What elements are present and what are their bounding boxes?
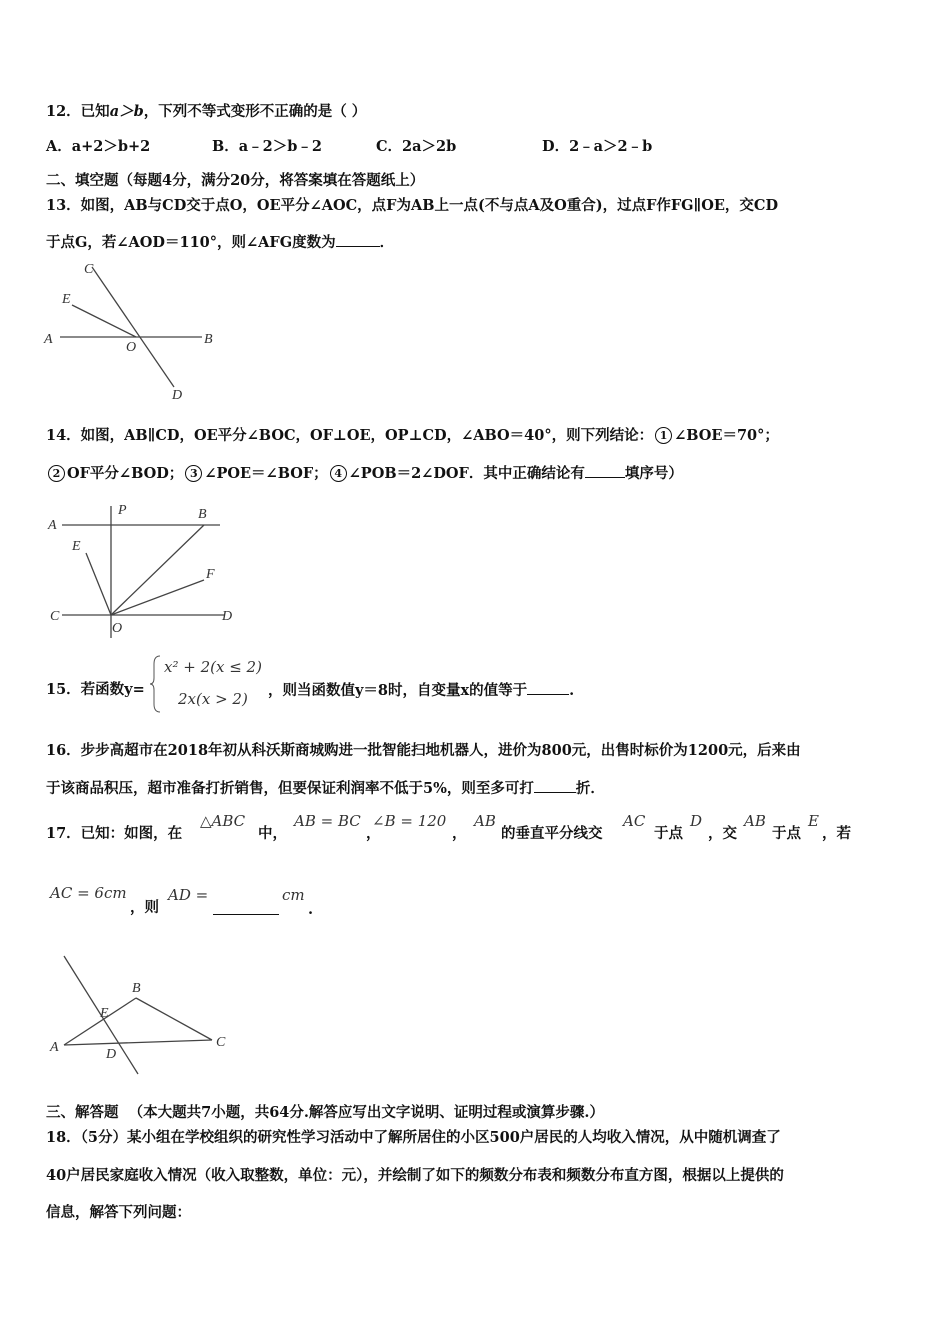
q16-line1: 16．步步高超市在2018年初从科沃斯商城购进一批智能扫地机器人，进价为800元，出售时标价为1200元，后来由 <box>46 742 801 759</box>
circled-2: 2 <box>48 465 65 482</box>
q15-answer-blank <box>527 680 569 695</box>
q13-ray-oe <box>72 305 136 337</box>
q17-ze: ，则 <box>130 899 159 916</box>
q17-ab-eq-bc: AB = BC <box>294 812 361 830</box>
q15-stem-post: ，则当函数值y＝8时，自变量x的值等于 . <box>268 682 575 699</box>
q17-cm: cm <box>282 886 305 904</box>
q17-label-b: B <box>132 981 141 996</box>
q15-case-1: x² + 2(x ≤ 2) <box>164 658 262 676</box>
section-3-heading: 三、解答题 （本大题共7小题，共64分.解答应写出文字说明、证明过程或演算步骤.） <box>46 1104 604 1121</box>
q13-label-o: O <box>126 340 137 355</box>
q12-option-d: D．2﹣a＞2﹣b <box>542 138 653 155</box>
q13-answer-blank <box>336 232 380 247</box>
q18-line3: 信息，解答下列问题： <box>46 1204 191 1221</box>
q14-figure <box>42 498 242 646</box>
q14-line2: 2 OF平分∠BOD； 3 ∠POE＝∠BOF； 4 ∠POB＝2∠DOF．其中正确结论有 填序号） <box>46 463 683 484</box>
q15-stem-pre: 15．若函数y= <box>46 681 145 698</box>
q17-label-a: A <box>50 1040 59 1055</box>
q17-jiao: ，交 <box>708 825 737 842</box>
q17-ad-eq: AD = <box>168 886 209 904</box>
q13-line-cd <box>92 267 174 387</box>
q14-ray-of <box>111 580 204 615</box>
q13-label-b: B <box>204 332 213 347</box>
q17-label: 17．已知：如图，在 <box>46 825 183 842</box>
q14-line1: 14．如图，AB∥CD，OE平分∠BOC，OF⊥OE，OP⊥CD，∠ABO＝40°，则下列结论： 1 ∠BOE＝70°； <box>46 427 779 444</box>
q17-ac: AC <box>623 812 646 830</box>
q17-side-bc <box>136 998 212 1040</box>
q13-figure <box>40 255 230 405</box>
q14-label-e: E <box>72 539 81 554</box>
q14-label-c: C <box>50 609 60 624</box>
q14-label-o: O <box>112 621 123 636</box>
q17-comma-2: ， <box>452 825 467 842</box>
q13-label-a: A <box>44 332 53 347</box>
q17-figure <box>44 950 254 1080</box>
q18-line1: 18．（5分）某小组在学校组织的研究性学习活动中了解所居住的小区500户居民的人均收入情况，从中随机调查了 <box>46 1129 781 1146</box>
q14-ray-ob <box>111 525 204 615</box>
q17-ruo: ，若 <box>822 825 851 842</box>
q14-label-b: B <box>198 507 207 522</box>
q17-label-c: C <box>216 1035 226 1050</box>
q12-condition: a＞b <box>109 103 144 120</box>
section-2-heading: 二、填空题（每题4分，满分20分，将答案填在答题纸上） <box>46 172 425 189</box>
q17-answer-blank <box>213 898 279 915</box>
q14-ray-oe <box>86 553 111 615</box>
q12-stem: 12．已知a＞b，下列不等式变形不正确的是（ ） <box>46 103 367 120</box>
q17-ab-2: AB <box>744 812 766 830</box>
q17-yudian-1: 于点 <box>654 825 683 842</box>
q14-label-a: A <box>48 518 57 533</box>
q14-label-f: F <box>206 567 215 582</box>
q17-angle-b: ∠B = 120 <box>372 812 447 830</box>
q13-line2: 于点G，若∠AOD＝110°，则∠AFG度数为 ． <box>46 234 395 251</box>
q17-e: E <box>808 812 819 830</box>
q17-perp-text: 的垂直平分线交 <box>501 825 603 842</box>
q13-label-e: E <box>62 292 71 307</box>
q17-triangle-abc: △ABC <box>200 812 246 830</box>
q12-option-a: A．a+2＞b+2 <box>46 138 151 155</box>
q17-zhong: 中， <box>258 825 287 842</box>
circled-4: 4 <box>330 465 347 482</box>
q16-answer-blank <box>534 778 576 793</box>
q12-options <box>46 137 926 157</box>
q14-label-p: P <box>118 503 127 518</box>
q17-yudian-2: 于点 <box>772 825 801 842</box>
q13-line1: 13．如图，AB与CD交于点O，OE平分∠AOC，点F为AB上一点(不与点A及O重合)，过点F作FG∥OE，交CD <box>46 197 779 214</box>
q13-label-c: C <box>84 262 94 277</box>
q16-line2: 于该商品积压，超市准备打折销售，但要保证利润率不低于5%，则至多可打 折． <box>46 780 605 797</box>
q18-line2: 40户居民家庭收入情况（收入取整数，单位：元），并绘制了如下的频数分布表和频数分布直方图，根据以上提供的 <box>46 1167 784 1184</box>
q13-label-d: D <box>172 388 183 403</box>
circled-1: 1 <box>655 427 672 444</box>
q17-comma-1: ， <box>366 825 381 842</box>
q17-label-d: D <box>106 1047 117 1062</box>
circled-3: 3 <box>185 465 202 482</box>
q14-answer-blank <box>585 463 625 478</box>
q17-d: D <box>690 812 703 830</box>
q17-ac-6cm: AC = 6cm <box>50 884 127 902</box>
q12-option-c: C．2a＞2b <box>376 138 457 155</box>
q12-option-b: B．a﹣2＞b﹣2 <box>212 138 322 155</box>
q15-brace <box>150 654 162 714</box>
q17-ab: AB <box>474 812 496 830</box>
q15-case-2: 2x(x > 2) <box>178 690 248 708</box>
q14-label-d: D <box>222 609 233 624</box>
q17-dot: . <box>308 901 314 918</box>
q17-side-ac <box>64 1040 212 1045</box>
q17-label-e: E <box>100 1006 109 1021</box>
